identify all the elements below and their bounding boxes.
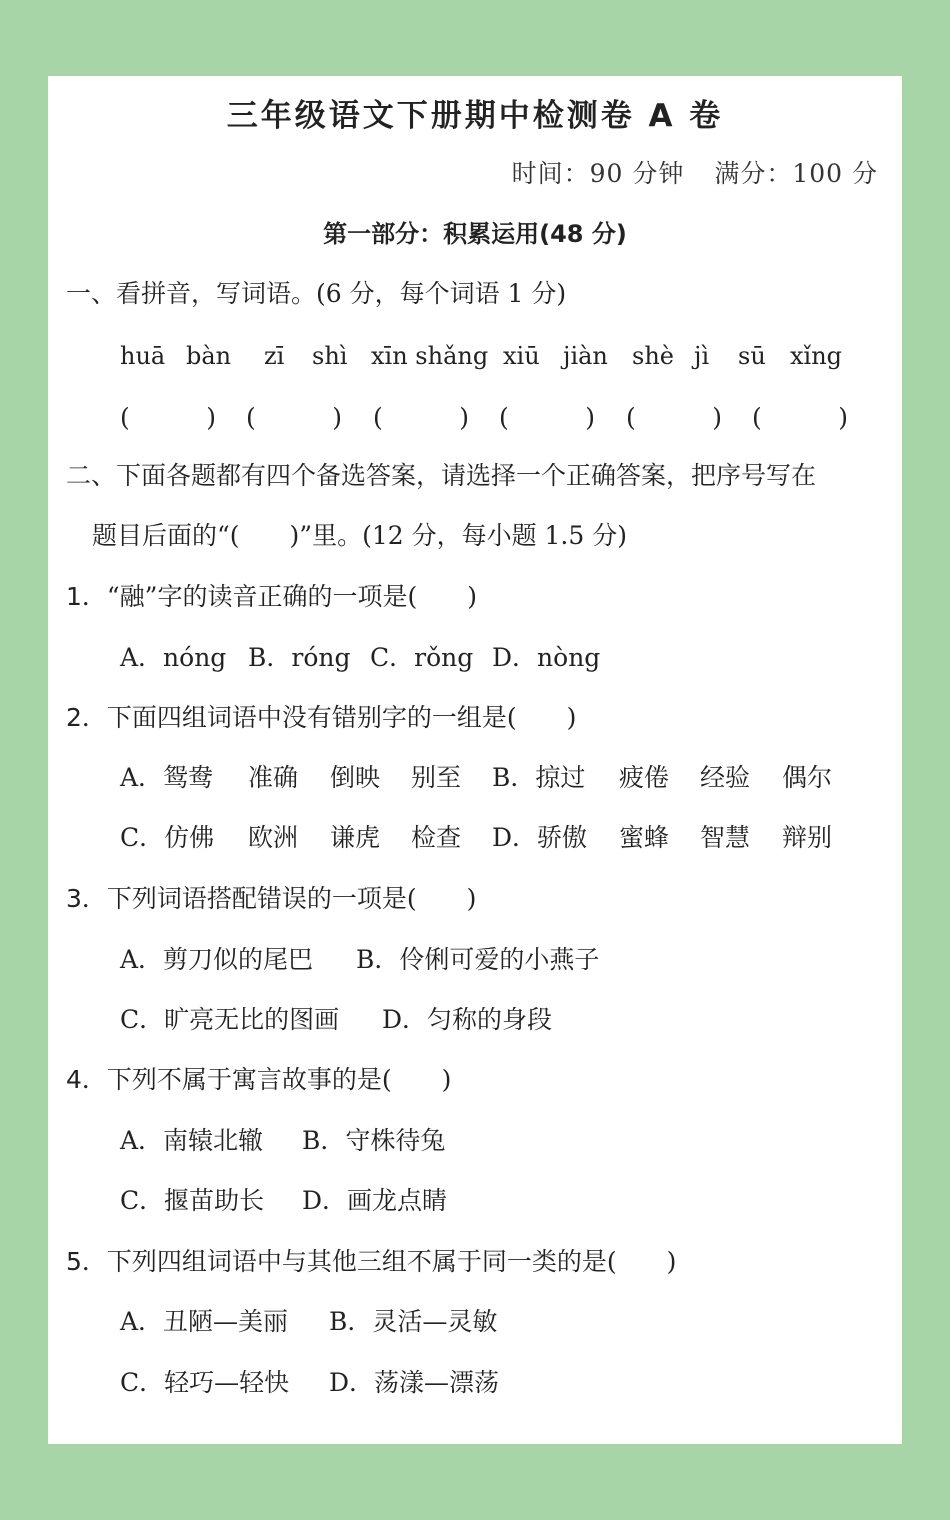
option-word: 智慧 — [700, 823, 751, 852]
exam-title: 三年级语文下册期中检测卷 A 卷 — [226, 98, 724, 134]
question-stem: “融”字的读音正确的一项是( ) — [106, 582, 477, 611]
question-item — [66, 883, 476, 915]
question-number: 4． — [66, 1065, 107, 1094]
question-stem: 下列四组词语中与其他三组不属于同一类的是( ) — [106, 1247, 677, 1276]
exam-time: 时间：90 分钟 — [511, 159, 685, 188]
option-word: 疲倦 — [619, 763, 670, 792]
option[interactable]: C．揠苗助长 — [120, 1186, 265, 1215]
option[interactable]: C．仿佛 — [120, 823, 215, 852]
option[interactable]: A．南辕北辙 — [120, 1126, 264, 1155]
pinyin: jì — [694, 342, 710, 370]
question-item — [66, 1064, 451, 1096]
option[interactable]: C．轻巧—轻快 — [120, 1368, 290, 1397]
option[interactable]: D．荡漾—漂荡 — [329, 1368, 500, 1397]
exam-full-score: 满分：100 分 — [714, 159, 878, 188]
option[interactable]: B．伶俐可爱的小燕子 — [356, 945, 600, 974]
exam-paper: 三年级语文下册期中检测卷 A 卷 时间：90 分钟 满分：100 分 第一部分：积累运用(48 分) 一、看拼音，写词语。(6 分，每个词语 1 分) huā bàn zī shì xīn shǎng xiū jiàn shè jì sū xǐng ( ) ( ) ( ) ( ) ( ) ( ) 二、下面各题都有四个备选答案，请选择一个正确答案，把序号写在 题目后面的“( )”里。(12 分，每小题 1.5 分) 1．“融”字的读音正确的一项是( ) A．nóng B．róng C．rǒng D．nòng 2．下面四组词语中没有错别字的一组是( ) A．鸳鸯 准确 倒映 别至 B．掠过 疲倦 经验 偶尔 C．仿佛 欧洲 谦虎 检查 D．骄傲 蜜蜂 智慧 辩别 3．下列词语搭配错误的一项是( ) A．剪刀似的尾巴 B．伶俐可爱的小燕子 C．旷亮无比的图画 D．匀称的身段 4．下列不属于寓言故事的是( ) A．南辕北辙 B．守株待兔 C．揠苗助长 D．画龙点睛 5．下列四组词语中与其他三组不属于同一类的是( ) A．丑陋—美丽 B．灵活—灵敏 C．轻巧—轻快 D．荡漾—漂荡 — [48, 76, 902, 1444]
option[interactable]: A．鸳鸯 — [120, 763, 214, 792]
option[interactable]: D．匀称的身段 — [382, 1005, 553, 1034]
option-word: 辩别 — [782, 823, 833, 852]
question-number: 5． — [66, 1247, 107, 1276]
question-stem: 下面四组词语中没有错别字的一组是( ) — [106, 703, 577, 732]
option[interactable]: A．丑陋—美丽 — [120, 1307, 289, 1336]
option[interactable]: B．róng — [248, 643, 351, 672]
option-word: 偶尔 — [782, 763, 833, 792]
part-heading: 第一部分：积累运用(48 分) — [323, 220, 627, 248]
pinyin: shì — [312, 342, 348, 370]
option-word: 蜜蜂 — [619, 823, 670, 852]
exam-meta — [512, 158, 878, 190]
option-word: 准确 — [248, 763, 299, 792]
question-number: 3． — [66, 884, 107, 913]
option-word: 经验 — [700, 763, 751, 792]
option[interactable]: A．剪刀似的尾巴 — [120, 945, 314, 974]
question-number: 1． — [66, 582, 107, 611]
pinyin: zī — [264, 342, 285, 370]
pinyin: bàn — [186, 342, 232, 370]
pinyin: jiàn — [563, 342, 608, 370]
option[interactable]: B．灵活—灵敏 — [329, 1307, 498, 1336]
question-number: 2． — [66, 703, 107, 732]
question-stem: 下列词语搭配错误的一项是( ) — [106, 884, 477, 913]
option[interactable]: D．骄傲 — [492, 823, 588, 852]
question-item — [66, 1246, 676, 1278]
pinyin: xǐng — [790, 342, 843, 370]
q1-heading: 一、看拼音，写词语。(6 分，每个词语 1 分) — [66, 279, 567, 308]
pinyin: sū — [738, 342, 766, 370]
pinyin: xiū — [503, 342, 540, 370]
option[interactable]: B．守株待兔 — [302, 1126, 446, 1155]
option[interactable]: C．rǒng — [370, 643, 474, 672]
option-word: 欧洲 — [248, 823, 299, 852]
option-word: 别至 — [411, 763, 462, 792]
option[interactable]: C．旷亮无比的图画 — [120, 1005, 340, 1034]
option-word: 检查 — [411, 823, 462, 852]
option[interactable]: A．nóng — [120, 643, 227, 672]
question-stem: 下列不属于寓言故事的是( ) — [106, 1065, 452, 1094]
option[interactable]: D．nòng — [492, 643, 601, 672]
question-item — [66, 702, 576, 734]
pinyin: xīn shǎng — [371, 342, 489, 370]
option[interactable]: B．掠过 — [492, 763, 586, 792]
q2-heading: 二、下面各题都有四个备选答案，请选择一个正确答案，把序号写在 — [66, 461, 817, 490]
question-item — [66, 581, 477, 613]
option-word: 谦虎 — [330, 823, 381, 852]
option[interactable]: D．画龙点睛 — [302, 1186, 448, 1215]
pinyin: shè — [632, 342, 674, 370]
option-word: 倒映 — [330, 763, 381, 792]
q2-heading-cont: 题目后面的“( )”里。(12 分，每小题 1.5 分) — [92, 521, 627, 550]
pinyin: huā — [120, 342, 166, 370]
